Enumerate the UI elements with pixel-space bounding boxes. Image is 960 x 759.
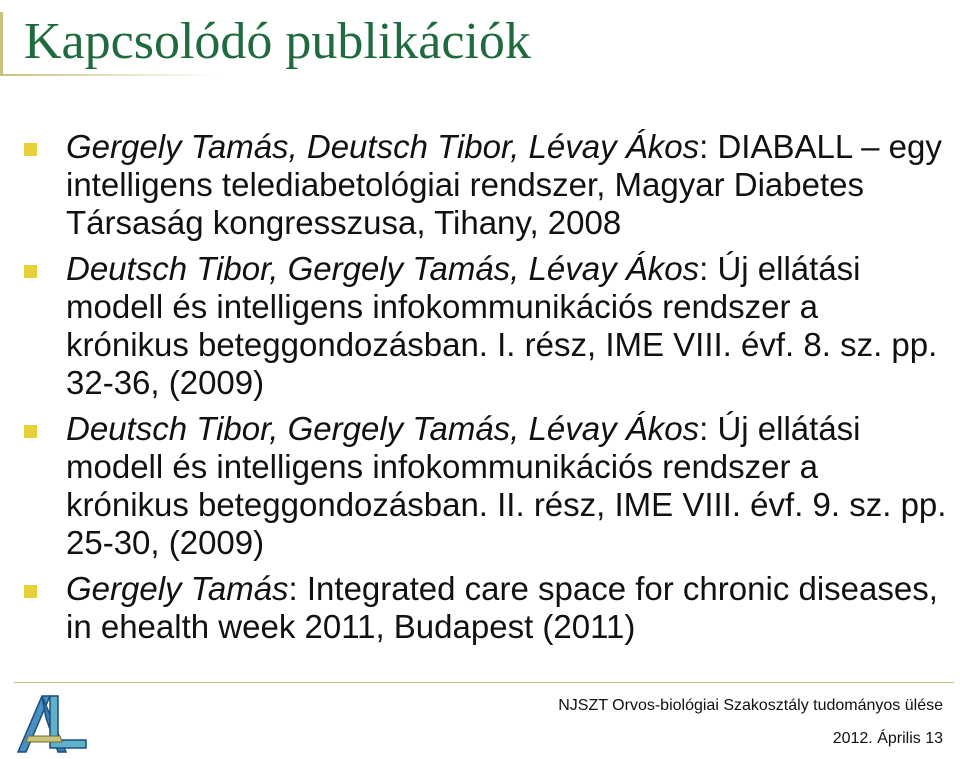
title-underline [0, 74, 220, 76]
title-accent-line [0, 12, 3, 74]
footer-divider [14, 682, 954, 683]
bullet-square-icon [24, 265, 37, 278]
footer-event: NJSZT Orvos-biológiai Szakosztály tudományos ülése [558, 697, 943, 714]
bullet-square-icon [24, 585, 37, 598]
al-logo-icon [14, 688, 89, 756]
footer-date: 2012. Április 13 [832, 730, 943, 747]
publication-details: : Új ellátási modell és intelligens infokommunikációs rendszer a krónikus beteggondozásban. II. rész, IME VIII. évf. 9. sz. pp. 25-30, (2009) [66, 410, 947, 561]
publication-details: : Integrated care space for chronic diseases, in ehealth week 2011, Budapest (2011) [66, 570, 938, 645]
publication-list [24, 128, 949, 654]
title-bar [0, 0, 960, 92]
page-title: Kapcsolódó publikációk [24, 13, 531, 70]
publication-item [24, 250, 949, 402]
publication-authors: Gergely Tamás, Deutsch Tibor, Lévay Ákos [66, 128, 700, 165]
publication-item [24, 410, 949, 562]
publication-item [24, 570, 949, 646]
bullet-square-icon [24, 143, 37, 156]
bullet-square-icon [24, 425, 37, 438]
publication-details: : DIABALL – egy intelligens telediabetológiai rendszer, Magyar Diabetes Társaság kongresszusa, Tihany, 2008 [66, 128, 942, 241]
publication-item [24, 128, 949, 242]
publication-details: : Új ellátási modell és intelligens infokommunikációs rendszer a krónikus beteggondozásban. I. rész, IME VIII. évf. 8. sz. pp. 32-36, (2009) [66, 250, 938, 401]
publication-authors: Gergely Tamás [66, 570, 289, 607]
publication-authors: Deutsch Tibor, Gergely Tamás, Lévay Ákos [66, 250, 700, 287]
publication-authors: Deutsch Tibor, Gergely Tamás, Lévay Ákos [66, 410, 700, 447]
